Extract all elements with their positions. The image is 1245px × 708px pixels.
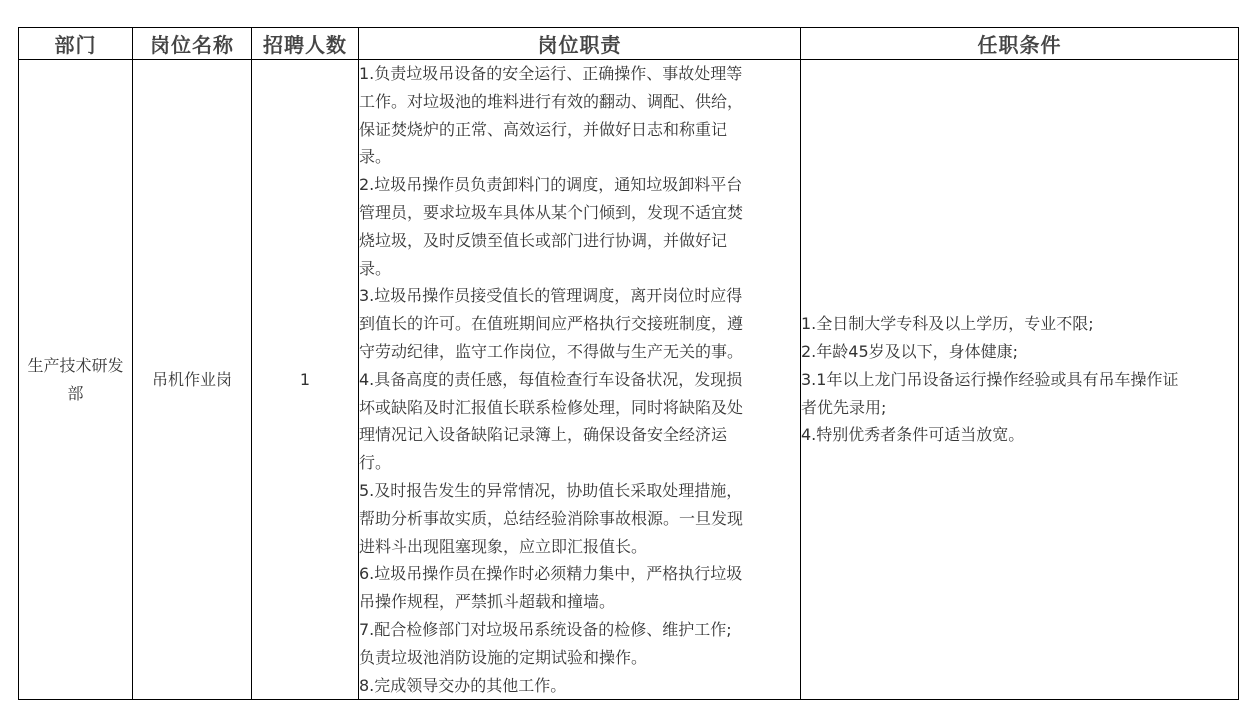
header-headcount: 招聘人数 bbox=[252, 28, 359, 60]
duties-cell bbox=[359, 60, 801, 700]
duty-line: 8.完成领导交办的其他工作。 bbox=[359, 675, 567, 695]
header-duties: 岗位职责 bbox=[359, 28, 801, 60]
duty-line: 理情况记入设备缺陷记录簿上，确保设备安全经济运 bbox=[359, 425, 728, 445]
duty-line: 坏或缺陷及时汇报值长联系检修处理，同时将缺陷及处 bbox=[359, 397, 744, 417]
duty-line: 保证焚烧炉的正常、高效运行，并做好日志和称重记 bbox=[359, 119, 728, 139]
table-row bbox=[19, 60, 1239, 700]
duty-line: 工作。对垃圾池的堆料进行有效的翻动、调配、供给， bbox=[359, 91, 744, 111]
position-cell: 吊机作业岗 bbox=[133, 60, 252, 700]
duty-line: 5.及时报告发生的异常情况，协助值长采取处理措施， bbox=[359, 480, 743, 500]
duty-line: 到值长的许可。在值班期间应严格执行交接班制度，遵 bbox=[359, 314, 744, 334]
requirement-line: 者优先录用; bbox=[801, 397, 887, 417]
duty-line: 3.垃圾吊操作员接受值长的管理调度，离开岗位时应得 bbox=[359, 286, 743, 306]
duty-line: 2.垃圾吊操作员负责卸料门的调度，通知垃圾卸料平台 bbox=[359, 175, 743, 195]
duty-line: 1.负责垃圾吊设备的安全运行、正确操作、事故处理等 bbox=[359, 64, 743, 83]
department-line: 生产技术研发 bbox=[27, 355, 124, 375]
duty-line: 4.具备高度的责任感，每值检查行车设备状况，发现损 bbox=[359, 369, 743, 389]
duty-line: 负责垃圾池消防设施的定期试验和操作。 bbox=[359, 647, 648, 667]
job-posting-table bbox=[18, 27, 1239, 700]
duty-line: 进料斗出现阻塞现象，应立即汇报值长。 bbox=[359, 536, 648, 556]
requirements-cell bbox=[801, 60, 1239, 700]
duty-line: 行。 bbox=[359, 453, 392, 473]
duty-line: 录。 bbox=[359, 258, 392, 278]
department-cell bbox=[19, 60, 133, 700]
duty-line: 守劳动纪律，监守工作岗位，不得做与生产无关的事。 bbox=[359, 341, 744, 361]
requirement-line: 1.全日制大学专科及以上学历，专业不限; bbox=[801, 314, 1094, 334]
headcount-cell: 1 bbox=[252, 60, 359, 700]
requirement-line: 2.年龄45岁及以下，身体健康; bbox=[801, 341, 1019, 361]
requirement-line: 3.1年以上龙门吊设备运行操作经验或具有吊车操作证 bbox=[801, 369, 1179, 389]
duty-line: 管理员，要求垃圾车具体从某个门倾到，发现不适宜焚 bbox=[359, 202, 744, 222]
duty-line: 吊操作规程，严禁抓斗超载和撞墙。 bbox=[359, 592, 616, 612]
header-requirements: 任职条件 bbox=[801, 28, 1239, 60]
duty-line: 帮助分析事故实质，总结经验消除事故根源。一旦发现 bbox=[359, 508, 744, 528]
header-department: 部门 bbox=[19, 28, 133, 60]
duty-line: 7.配合检修部门对垃圾吊系统设备的检修、维护工作; bbox=[359, 619, 732, 639]
department-line: 部 bbox=[67, 383, 84, 403]
duty-line: 6.垃圾吊操作员在操作时必须精力集中，严格执行垃圾 bbox=[359, 564, 743, 584]
table-header-row bbox=[19, 28, 1239, 60]
header-position: 岗位名称 bbox=[133, 28, 252, 60]
duty-line: 烧垃圾，及时反馈至值长或部门进行协调，并做好记 bbox=[359, 230, 728, 250]
requirement-line: 4.特别优秀者条件可适当放宽。 bbox=[801, 425, 1025, 445]
duty-line: 录。 bbox=[359, 147, 392, 167]
